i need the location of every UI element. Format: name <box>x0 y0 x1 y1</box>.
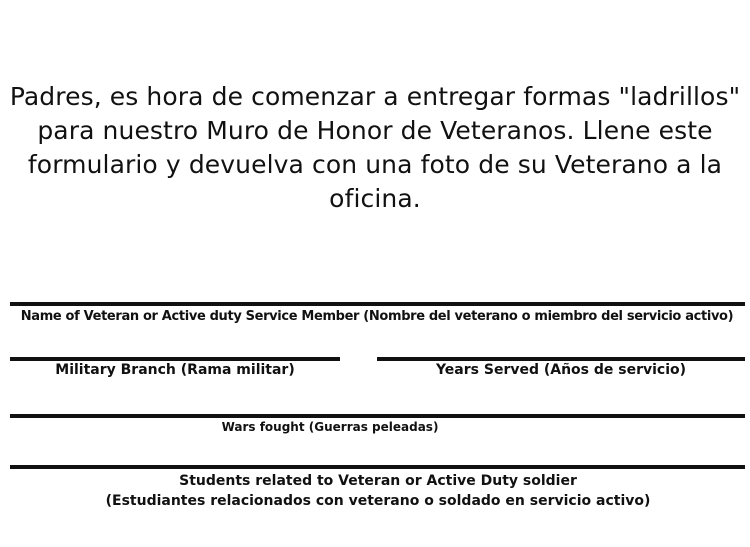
years-served-label: Years Served (Años de servicio) <box>435 362 687 378</box>
years-served-line[interactable] <box>377 357 745 361</box>
intro-paragraph <box>0 80 750 216</box>
intro-line-2: para nuestro Muro de Honor de Veteranos. Llene este <box>37 116 713 145</box>
intro-line-3: formulario y devuelva con una foto de su Veterano a la <box>27 150 723 179</box>
intro-line-4: oficina. <box>329 184 421 213</box>
veteran-name-label: Name of Veteran or Active duty Service Member (Nombre del veterano o miembro del servicio activo) <box>20 309 734 324</box>
military-branch-label: Military Branch (Rama militar) <box>55 362 295 378</box>
military-branch-line[interactable] <box>10 357 340 361</box>
intro-line-1: Padres, es hora de comenzar a entregar formas "ladrillos" <box>9 82 741 111</box>
related-students-label-1: Students related to Veteran or Active Duty soldier <box>179 473 577 489</box>
veteran-name-line[interactable] <box>10 302 745 306</box>
related-students-label-2: (Estudiantes relacionados con veterano o soldado en servicio activo) <box>105 493 651 509</box>
wars-fought-line[interactable] <box>10 414 745 418</box>
wars-fought-label: Wars fought (Guerras peleadas) <box>221 420 439 434</box>
related-students-line[interactable] <box>10 465 745 469</box>
